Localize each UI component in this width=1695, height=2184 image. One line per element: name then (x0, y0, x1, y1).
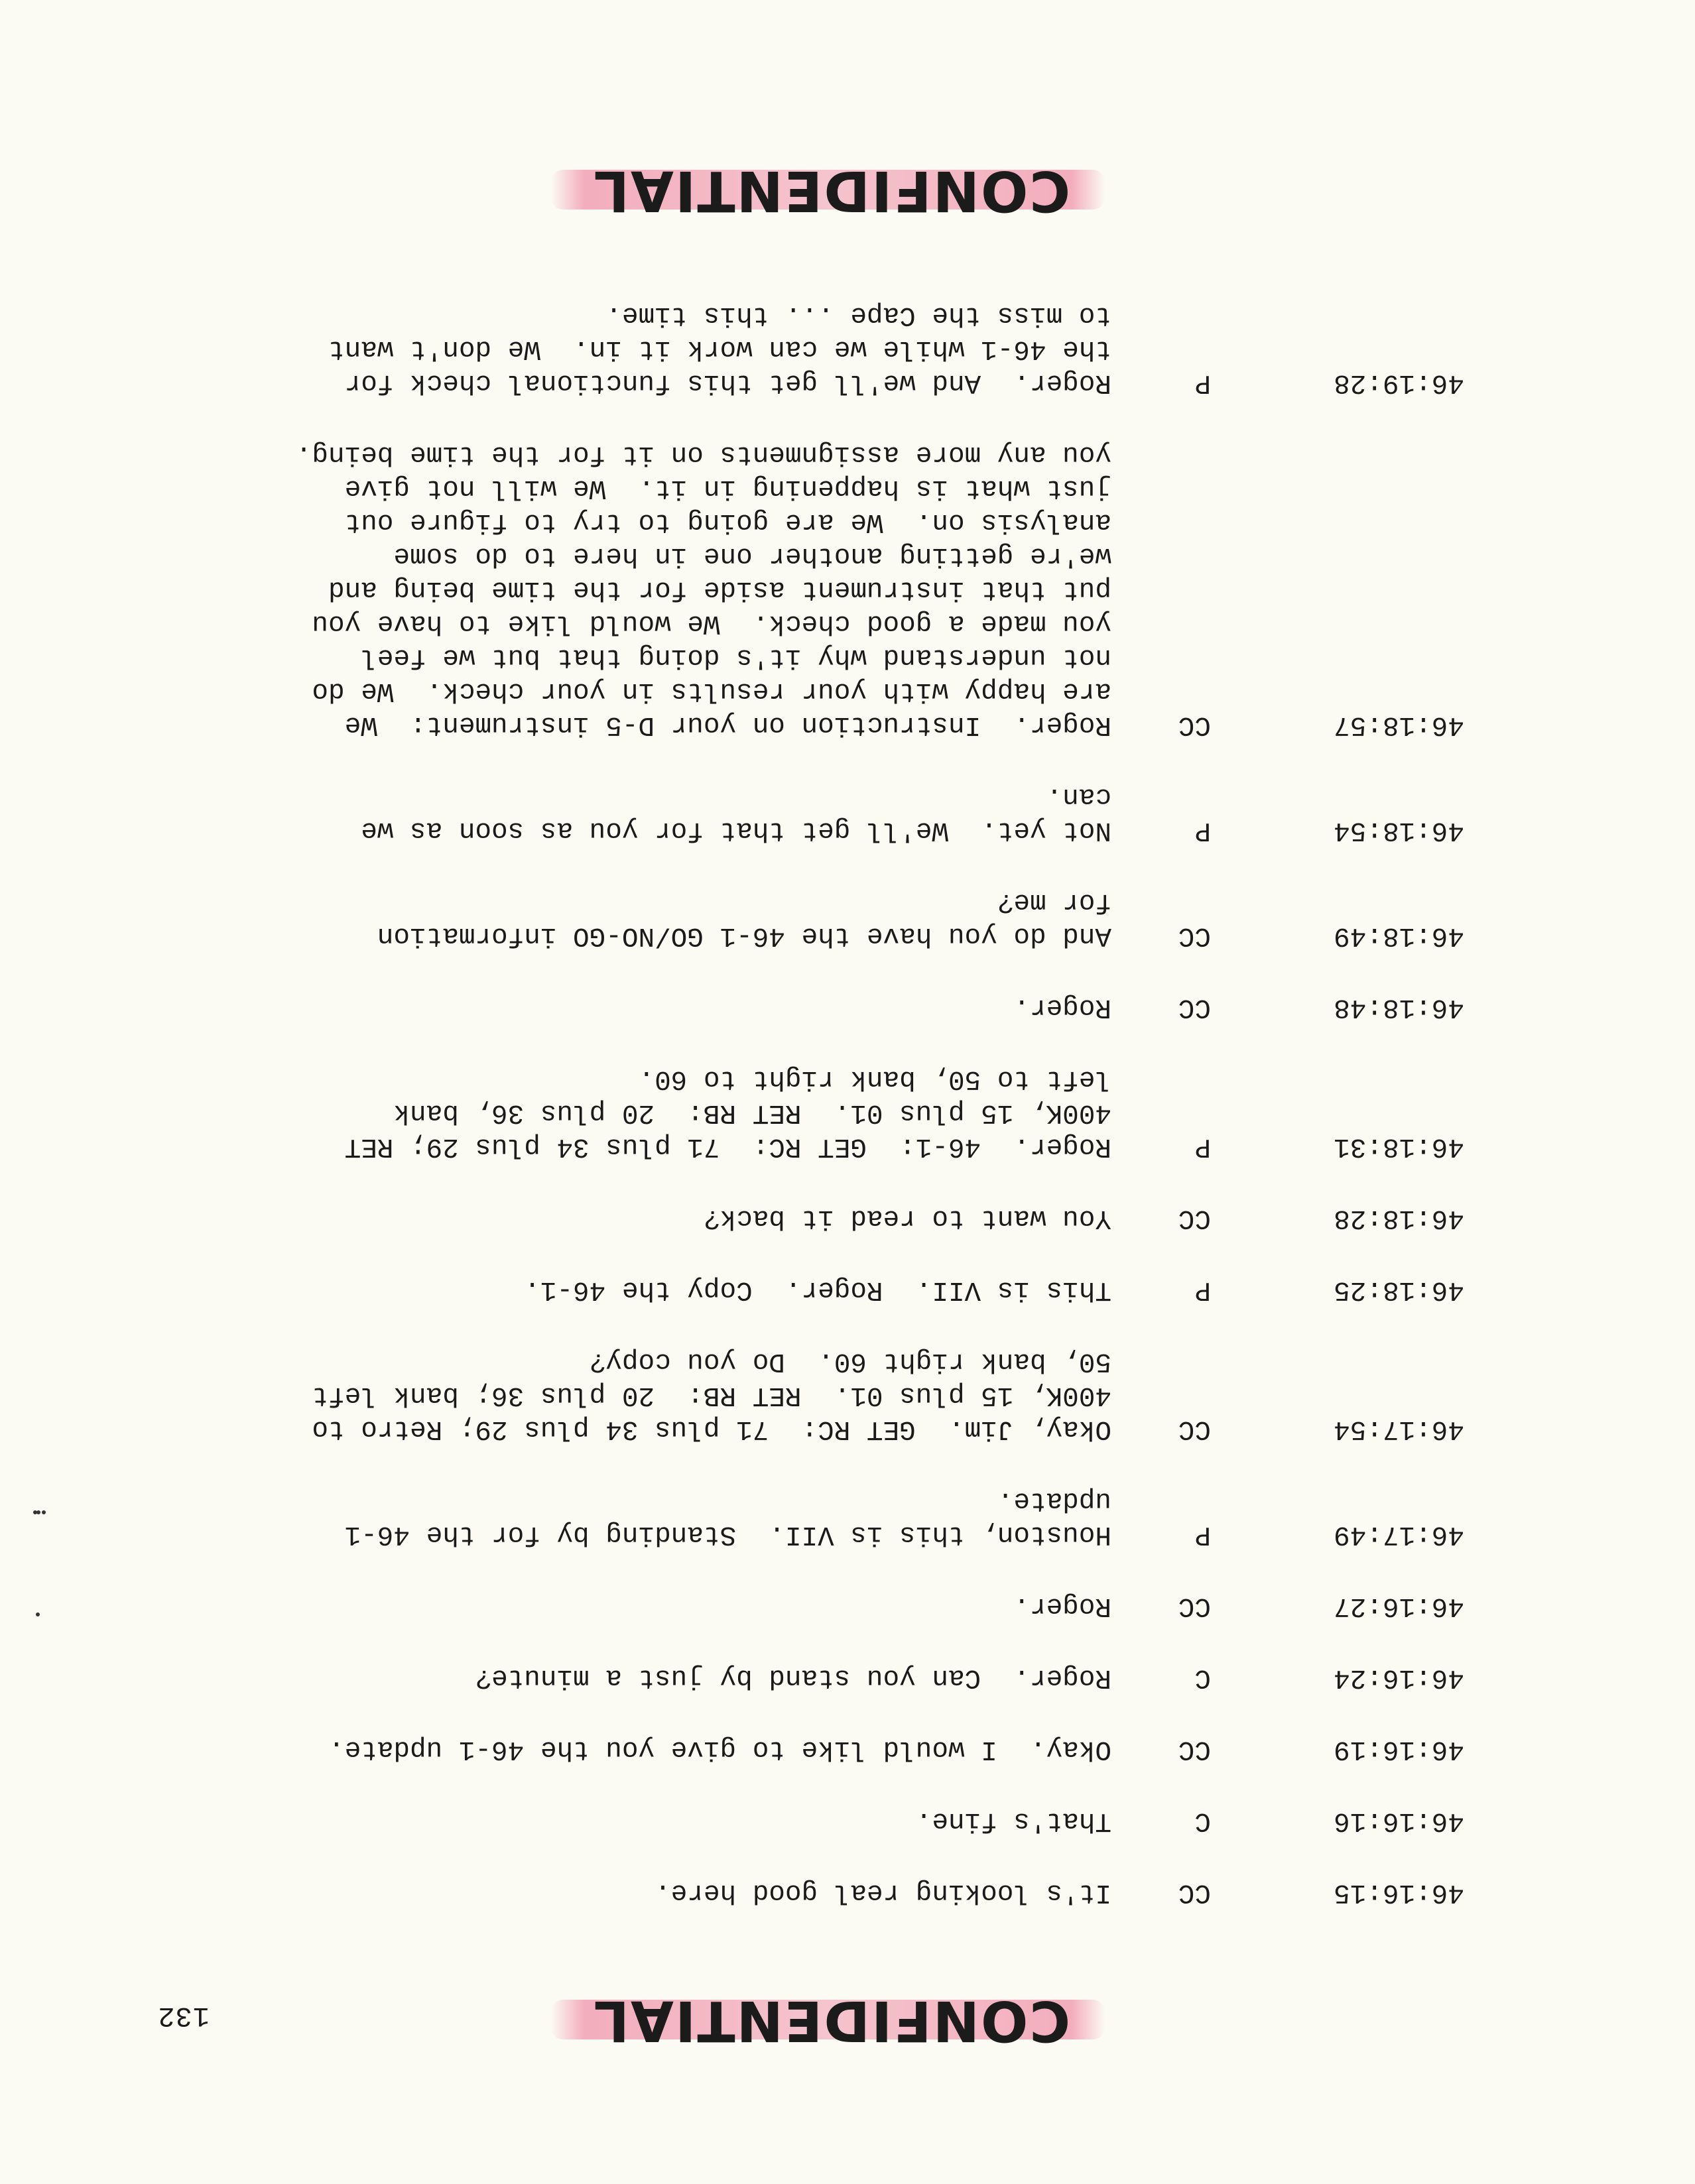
margin-dot-mark (42, 1510, 46, 1514)
speaker-code: C (1194, 1662, 1211, 1693)
timestamp: 46:18:49 (1334, 920, 1464, 951)
speaker-code: C (1194, 1805, 1211, 1836)
speaker-code: CC (1178, 920, 1211, 951)
dialogue-text (170, 1201, 1111, 1235)
dialogue-line: you made a good check. We would like to have you (312, 608, 1111, 638)
timestamp: 46:16:24 (1334, 1662, 1464, 1693)
dialogue-text (170, 884, 1111, 952)
dialogue-line: analysis on. We are going to try to figure out (344, 507, 1111, 537)
timestamp: 46:18:48 (1334, 992, 1464, 1022)
dialogue-text (170, 1344, 1111, 1445)
dialogue-line: 50, bank right 60. Do you copy? (589, 1346, 1111, 1376)
dialogue-text (170, 1589, 1111, 1622)
speaker-code: CC (1178, 1734, 1211, 1764)
timestamp: 46:18:57 (1334, 709, 1464, 740)
dialogue-line: for me? (997, 886, 1111, 917)
dialogue-line: And do you have the 46-1 GO/NO-GO information (377, 920, 1111, 951)
dialogue-line: to miss the Cape ... this time. (605, 300, 1111, 330)
dialogue-text (170, 437, 1111, 741)
dialogue-line: Roger. Instruction on your D-5 instrument: We (344, 709, 1111, 740)
dialogue-text (170, 779, 1111, 847)
timestamp: 46:17:54 (1334, 1414, 1464, 1444)
timestamp: 46:16:15 (1334, 1877, 1464, 1908)
dialogue-line: That's fine. (915, 1805, 1111, 1836)
dialogue-line: Roger. (1013, 992, 1111, 1022)
timestamp: 46:19:28 (1334, 367, 1464, 398)
dialogue-line: Not yet. We'll get that for you as soon as we (361, 815, 1111, 845)
speaker-code: CC (1178, 709, 1211, 740)
dialogue-line: This is VII. Roger. Copy the 46-1. (524, 1274, 1111, 1305)
dialogue-line: 400K, 15 plus 01. RET RB: 20 plus 36; bank left (312, 1380, 1111, 1410)
speaker-code: P (1194, 1274, 1211, 1305)
speaker-code: CC (1178, 1591, 1211, 1621)
dialogue-text (170, 1875, 1111, 1909)
speaker-code: CC (1178, 1414, 1211, 1444)
dialogue-line: Okay, Jim. GET RC: 71 plus 34 plus 29; Retro to (312, 1414, 1111, 1444)
dialogue-line: You want to read it back? (703, 1203, 1111, 1233)
margin-dot-mark (36, 1510, 40, 1514)
speaker-code: P (1194, 1131, 1211, 1162)
dialogue-line: are happy with your results in your check. We do (312, 676, 1111, 706)
dialogue-line: you any more assignments on it for the time being. (295, 439, 1111, 469)
dialogue-text (170, 1272, 1111, 1306)
dialogue-line: Houston, this is VII. Standing by for the 46-1 (344, 1519, 1111, 1549)
timestamp: 46:18:31 (1334, 1131, 1464, 1162)
dialogue-line: Roger. Can you stand by just a minute? (475, 1662, 1111, 1693)
margin-dot-mark (36, 1612, 40, 1616)
speaker-code: P (1194, 367, 1211, 398)
speaker-code: P (1194, 815, 1211, 845)
dialogue-line: left to 50, bank right to 60. (638, 1063, 1111, 1094)
timestamp: 46:18:25 (1334, 1274, 1464, 1305)
speaker-code: CC (1178, 992, 1211, 1022)
timestamp: 46:16:27 (1334, 1591, 1464, 1621)
dialogue-line: just what is happening in it. We will not give (344, 473, 1111, 503)
dialogue-line: Okay. I would like to give you the 46-1 update. (328, 1734, 1111, 1764)
confidential-stamp-top: CONFIDENTIAL (578, 1990, 1086, 2051)
dialogue-text (170, 1803, 1111, 1837)
confidential-stamp-bottom: CONFIDENTIAL (578, 160, 1086, 221)
dialogue-text (170, 1660, 1111, 1694)
dialogue-line: update. (997, 1485, 1111, 1516)
dialogue-line: 400K, 15 plus 01. RET RB: 20 plus 36, bank (393, 1097, 1111, 1128)
dialogue-text (170, 1483, 1111, 1551)
dialogue-text (170, 1732, 1111, 1766)
dialogue-line: It's looking real good here. (655, 1877, 1111, 1908)
dialogue-line: we're getting another one in here to do some (393, 540, 1111, 571)
dialogue-text (170, 298, 1111, 399)
speaker-code: CC (1178, 1877, 1211, 1908)
timestamp: 46:18:54 (1334, 815, 1464, 845)
dialogue-line: can. (1046, 781, 1111, 812)
timestamp: 46:16:16 (1334, 1805, 1464, 1836)
dialogue-line: Roger. (1013, 1591, 1111, 1621)
dialogue-line: the 46-1 while we can work it in. We don't want (328, 334, 1111, 364)
dialogue-text (170, 990, 1111, 1024)
dialogue-line: Roger. 46-1: GET RC: 71 plus 34 plus 29; RET (344, 1131, 1111, 1162)
dialogue-line: not understand why it's doing that but we feel (361, 642, 1111, 672)
timestamp: 46:18:28 (1334, 1203, 1464, 1233)
page-number: 132 (157, 2000, 210, 2032)
dialogue-line: put that instrument aside for the time being and (328, 574, 1111, 605)
speaker-code: CC (1178, 1203, 1211, 1233)
dialogue-line: Roger. And we'll get this functional check for (344, 367, 1111, 398)
speaker-code: P (1194, 1519, 1211, 1549)
timestamp: 46:17:49 (1334, 1519, 1464, 1549)
timestamp: 46:16:19 (1334, 1734, 1464, 1764)
dialogue-text (170, 1062, 1111, 1163)
